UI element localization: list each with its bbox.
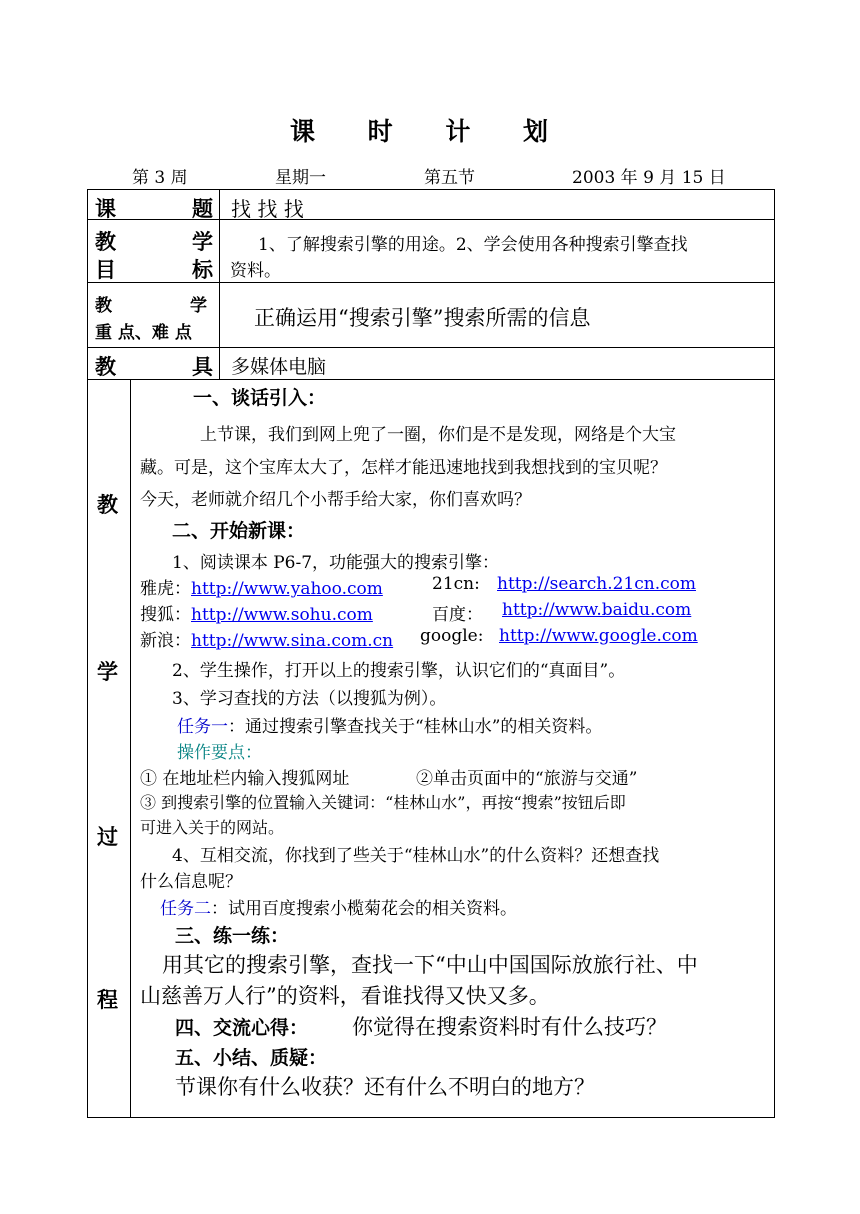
task-1: 任务一：通过搜索引擎查找关于“桂林山水”的相关资料。 <box>177 717 603 737</box>
s2-line-2: 2、学生操作，打开以上的搜索引擎，认识它们的“真面目”。 <box>172 661 626 681</box>
engine-name: google: <box>420 626 484 646</box>
link-row-1 <box>140 574 383 599</box>
s1-line-3: 今天，老师就介绍几个小帮手给大家，你们喜欢吗？ <box>140 490 531 510</box>
s3-line-1: 用其它的搜索引擎，查找一下“中山中国国际放旅行社、中 <box>162 953 698 977</box>
task-2-label: 任务二 <box>160 899 211 919</box>
process-label-4: 程 <box>97 987 118 1012</box>
goal-line-1: 1、了解搜索引擎的用途。2、学会使用各种搜索引擎查找 <box>258 235 688 255</box>
process-label-1: 教 <box>97 492 118 517</box>
process-label-3: 过 <box>97 824 118 849</box>
week: 第 3 周 <box>132 168 188 188</box>
tips-heading: 操作要点： <box>177 743 262 763</box>
s3-line-2: 山慈善万人行”的资料，看谁找得又快又多。 <box>140 984 550 1008</box>
tip-3b: 可进入关于的网站。 <box>140 818 285 837</box>
s4-text: 你觉得在搜索资料时有什么技巧？ <box>352 1015 667 1039</box>
engine-name: 新浪： <box>140 631 191 651</box>
s1-line-1: 上节课，我们到网上兜了一圈，你们是不是发现，网络是个大宝 <box>200 425 676 445</box>
period: 第五节 <box>424 168 475 188</box>
s2-line-4a: 4、互相交流，你找到了些关于“桂林山水”的什么资料？还想查找 <box>172 846 660 866</box>
task-2: 任务二：试用百度搜索小榄菊花会的相关资料。 <box>160 899 517 919</box>
engine-name: 雅虎： <box>140 579 191 599</box>
section-3-heading: 三、练一练： <box>175 925 290 947</box>
sohu-link[interactable]: http://www.sohu.com <box>191 605 373 625</box>
topic-value: 找 找 找 <box>231 197 304 221</box>
page-title: 课 时 计 划 <box>289 117 571 146</box>
s1-line-2: 藏。可是，这个宝库太大了，怎样才能迅速地找到我想找到的宝贝呢？ <box>140 458 667 478</box>
tip-3a: ③ 到搜索引擎的位置输入关键词：“桂林山水”，再按“搜索”按钮后即 <box>140 793 626 812</box>
21cn-link[interactable]: http://search.21cn.com <box>497 574 696 594</box>
s2-line-3: 3、学习查找的方法（以搜狐为例）。 <box>172 689 447 709</box>
link-row-2 <box>140 600 373 625</box>
section-4-heading: 四、交流心得： <box>175 1017 309 1039</box>
sina-link[interactable]: http://www.sina.com.cn <box>191 631 394 651</box>
engine-name: 21cn: <box>432 574 480 594</box>
s2-line-4b: 什么信息呢？ <box>140 872 242 892</box>
process-label-2: 学 <box>97 659 118 684</box>
section-5-heading: 五、小结、质疑： <box>175 1047 328 1069</box>
date: 2003 年 9 月 15 日 <box>572 168 726 188</box>
task-1-label: 任务一 <box>177 717 228 737</box>
s5-text: 节课你有什么收获？还有什么不明白的地方？ <box>175 1075 595 1099</box>
goal-line-2: 资料。 <box>230 261 281 281</box>
tool-value: 多媒体电脑 <box>231 356 327 378</box>
google-link[interactable]: http://www.google.com <box>499 626 698 646</box>
key-value: 正确运用“搜索引擎”搜索所需的信息 <box>254 306 591 330</box>
topic-label: 课 题 <box>95 196 213 221</box>
baidu-link[interactable]: http://www.baidu.com <box>502 600 692 620</box>
tool-label: 教 具 <box>95 354 213 379</box>
key-label: 教 学 <box>95 296 207 316</box>
weekday: 星期一 <box>275 168 326 188</box>
section-2-heading: 二、开始新课： <box>172 520 306 542</box>
goal-label: 教 学 <box>95 229 213 254</box>
engine-name: 搜狐： <box>140 605 191 625</box>
engine-name: 百度： <box>432 605 483 625</box>
yahoo-link[interactable]: http://www.yahoo.com <box>191 579 383 599</box>
section-1-heading: 一、谈话引入： <box>193 387 327 409</box>
tip-1: ① 在地址栏内输入搜狐网址 <box>140 769 350 789</box>
s2-line-1: 1、阅读课本 P6-7，功能强大的搜索引擎： <box>172 553 500 573</box>
tip-2: ②单击页面中的“旅游与交通” <box>416 769 638 789</box>
link-row-3 <box>140 626 393 651</box>
